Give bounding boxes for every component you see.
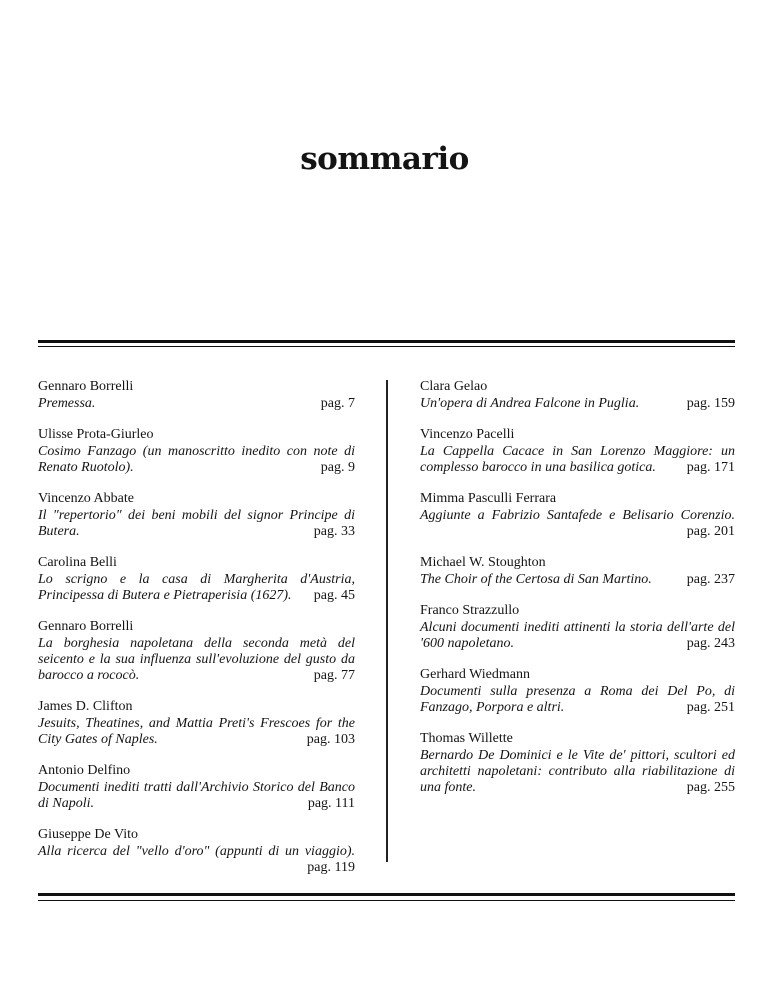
entry-body xyxy=(38,572,355,604)
entry-page-number: pag. 111 xyxy=(302,796,355,812)
entry-author: Carolina Belli xyxy=(38,555,117,570)
bottom-rule-thin xyxy=(38,900,735,901)
toc-entry xyxy=(38,618,355,684)
entry-title: Bernardo De Dominici e le Vite de' pittori, scultori ed architetti napoletani: contributo alla riabilitazione di una fonte. xyxy=(420,748,735,795)
entry-body xyxy=(420,684,735,716)
toc-entry xyxy=(420,666,735,716)
entry-author: Giuseppe De Vito xyxy=(38,827,138,842)
bottom-rule-thick xyxy=(38,893,735,896)
entry-author: Mimma Pasculli Ferrara xyxy=(420,491,557,506)
entry-author: Vincenzo Pacelli xyxy=(420,427,515,442)
entry-author: Gerhard Wiedmann xyxy=(420,667,530,682)
entry-title: Alla ricerca del "vello d'oro" (appunti di un viaggio). xyxy=(38,844,355,859)
entry-title: Un'opera di Andrea Falcone in Puglia. xyxy=(420,396,640,411)
entry-title: La borghesia napoletana della seconda metà del seicento e la sua influenza sull'evoluzione del gusto da barocco a rococò. xyxy=(38,636,355,683)
entry-title: Lo scrigno e la casa di Margherita d'Austria, Principessa di Butera e Pietraperisia (1627). xyxy=(38,572,355,603)
entry-title: Documenti inediti tratti dall'Archivio Storico del Banco di Napoli. xyxy=(38,780,355,811)
toc-entry xyxy=(420,602,735,652)
entry-body xyxy=(38,444,355,476)
entry-body xyxy=(38,844,355,876)
page-title: sommario xyxy=(300,141,469,177)
entry-body xyxy=(420,572,735,588)
entry-page-number: pag. 171 xyxy=(681,460,735,476)
toc-entry xyxy=(38,378,355,412)
entry-body xyxy=(420,444,735,476)
toc-entry xyxy=(38,826,355,876)
entry-author: Vincenzo Abbate xyxy=(38,491,134,506)
toc-entry xyxy=(38,762,355,812)
toc-entry xyxy=(420,378,735,412)
entry-title: Documenti sulla presenza a Roma dei Del Po, di Fanzago, Porpora e altri. xyxy=(420,684,735,715)
entry-title: Il "repertorio" dei beni mobili del signor Principe di Butera. xyxy=(38,508,355,539)
entry-author: Gennaro Borrelli xyxy=(38,619,134,634)
entry-body xyxy=(420,748,735,796)
entry-author: Clara Gelao xyxy=(420,379,488,394)
entry-body xyxy=(420,620,735,652)
right-column xyxy=(420,378,735,810)
entry-author: Gennaro Borrelli xyxy=(38,379,134,394)
entry-body xyxy=(38,396,355,412)
toc-entry xyxy=(420,426,735,476)
toc-entry xyxy=(38,426,355,476)
entry-page-number: pag. 255 xyxy=(681,780,735,796)
entry-body xyxy=(38,716,355,748)
entry-page-number: pag. 77 xyxy=(308,668,355,684)
entry-page-number: pag. 237 xyxy=(681,572,735,588)
entry-body xyxy=(420,396,735,412)
entry-author: Ulisse Prota-Giurleo xyxy=(38,427,154,442)
entry-page-number: pag. 243 xyxy=(681,636,735,652)
entry-author: James D. Clifton xyxy=(38,699,133,714)
entry-page-number: pag. 33 xyxy=(308,524,355,540)
entry-title: Alcuni documenti inediti attinenti la storia dell'arte del '600 napoletano. xyxy=(420,620,735,651)
toc-entry xyxy=(420,730,735,796)
entry-page-number: pag. 103 xyxy=(301,732,355,748)
entry-page-number: pag. 251 xyxy=(681,700,735,716)
entry-title: La Cappella Cacace in San Lorenzo Maggiore: un complesso barocco in una basilica gotica. xyxy=(420,444,735,475)
entry-page-number: pag. 7 xyxy=(315,396,355,412)
toc-entry xyxy=(38,698,355,748)
entry-page-number: pag. 119 xyxy=(301,860,355,876)
top-rule-thin xyxy=(38,346,735,347)
top-rule-thick xyxy=(38,340,735,343)
entry-body xyxy=(38,636,355,684)
entry-page-number: pag. 45 xyxy=(308,588,355,604)
toc-entry xyxy=(420,490,735,540)
toc-entry xyxy=(420,554,735,588)
entry-page-number: pag. 159 xyxy=(681,396,735,412)
entry-body xyxy=(420,508,735,540)
entry-author: Antonio Delfino xyxy=(38,763,131,778)
entry-body xyxy=(38,780,355,812)
toc-entry xyxy=(38,490,355,540)
entry-page-number: pag. 9 xyxy=(315,460,355,476)
entry-page-number: pag. 201 xyxy=(681,524,735,540)
entry-author: Franco Strazzullo xyxy=(420,603,520,618)
entry-body xyxy=(38,508,355,540)
left-column xyxy=(38,378,355,890)
column-divider xyxy=(386,380,388,862)
entry-title: Premessa. xyxy=(38,396,96,411)
toc-entry xyxy=(38,554,355,604)
entry-title: Cosimo Fanzago (un manoscritto inedito con note di Renato Ruotolo). xyxy=(38,444,355,475)
entry-title: Aggiunte a Fabrizio Santafede e Belisario Corenzio. xyxy=(420,508,735,523)
entry-title: Jesuits, Theatines, and Mattia Preti's Frescoes for the City Gates of Naples. xyxy=(38,716,355,747)
entry-author: Michael W. Stoughton xyxy=(420,555,546,570)
entry-author: Thomas Willette xyxy=(420,731,513,746)
entry-title: The Choir of the Certosa di San Martino. xyxy=(420,572,652,587)
